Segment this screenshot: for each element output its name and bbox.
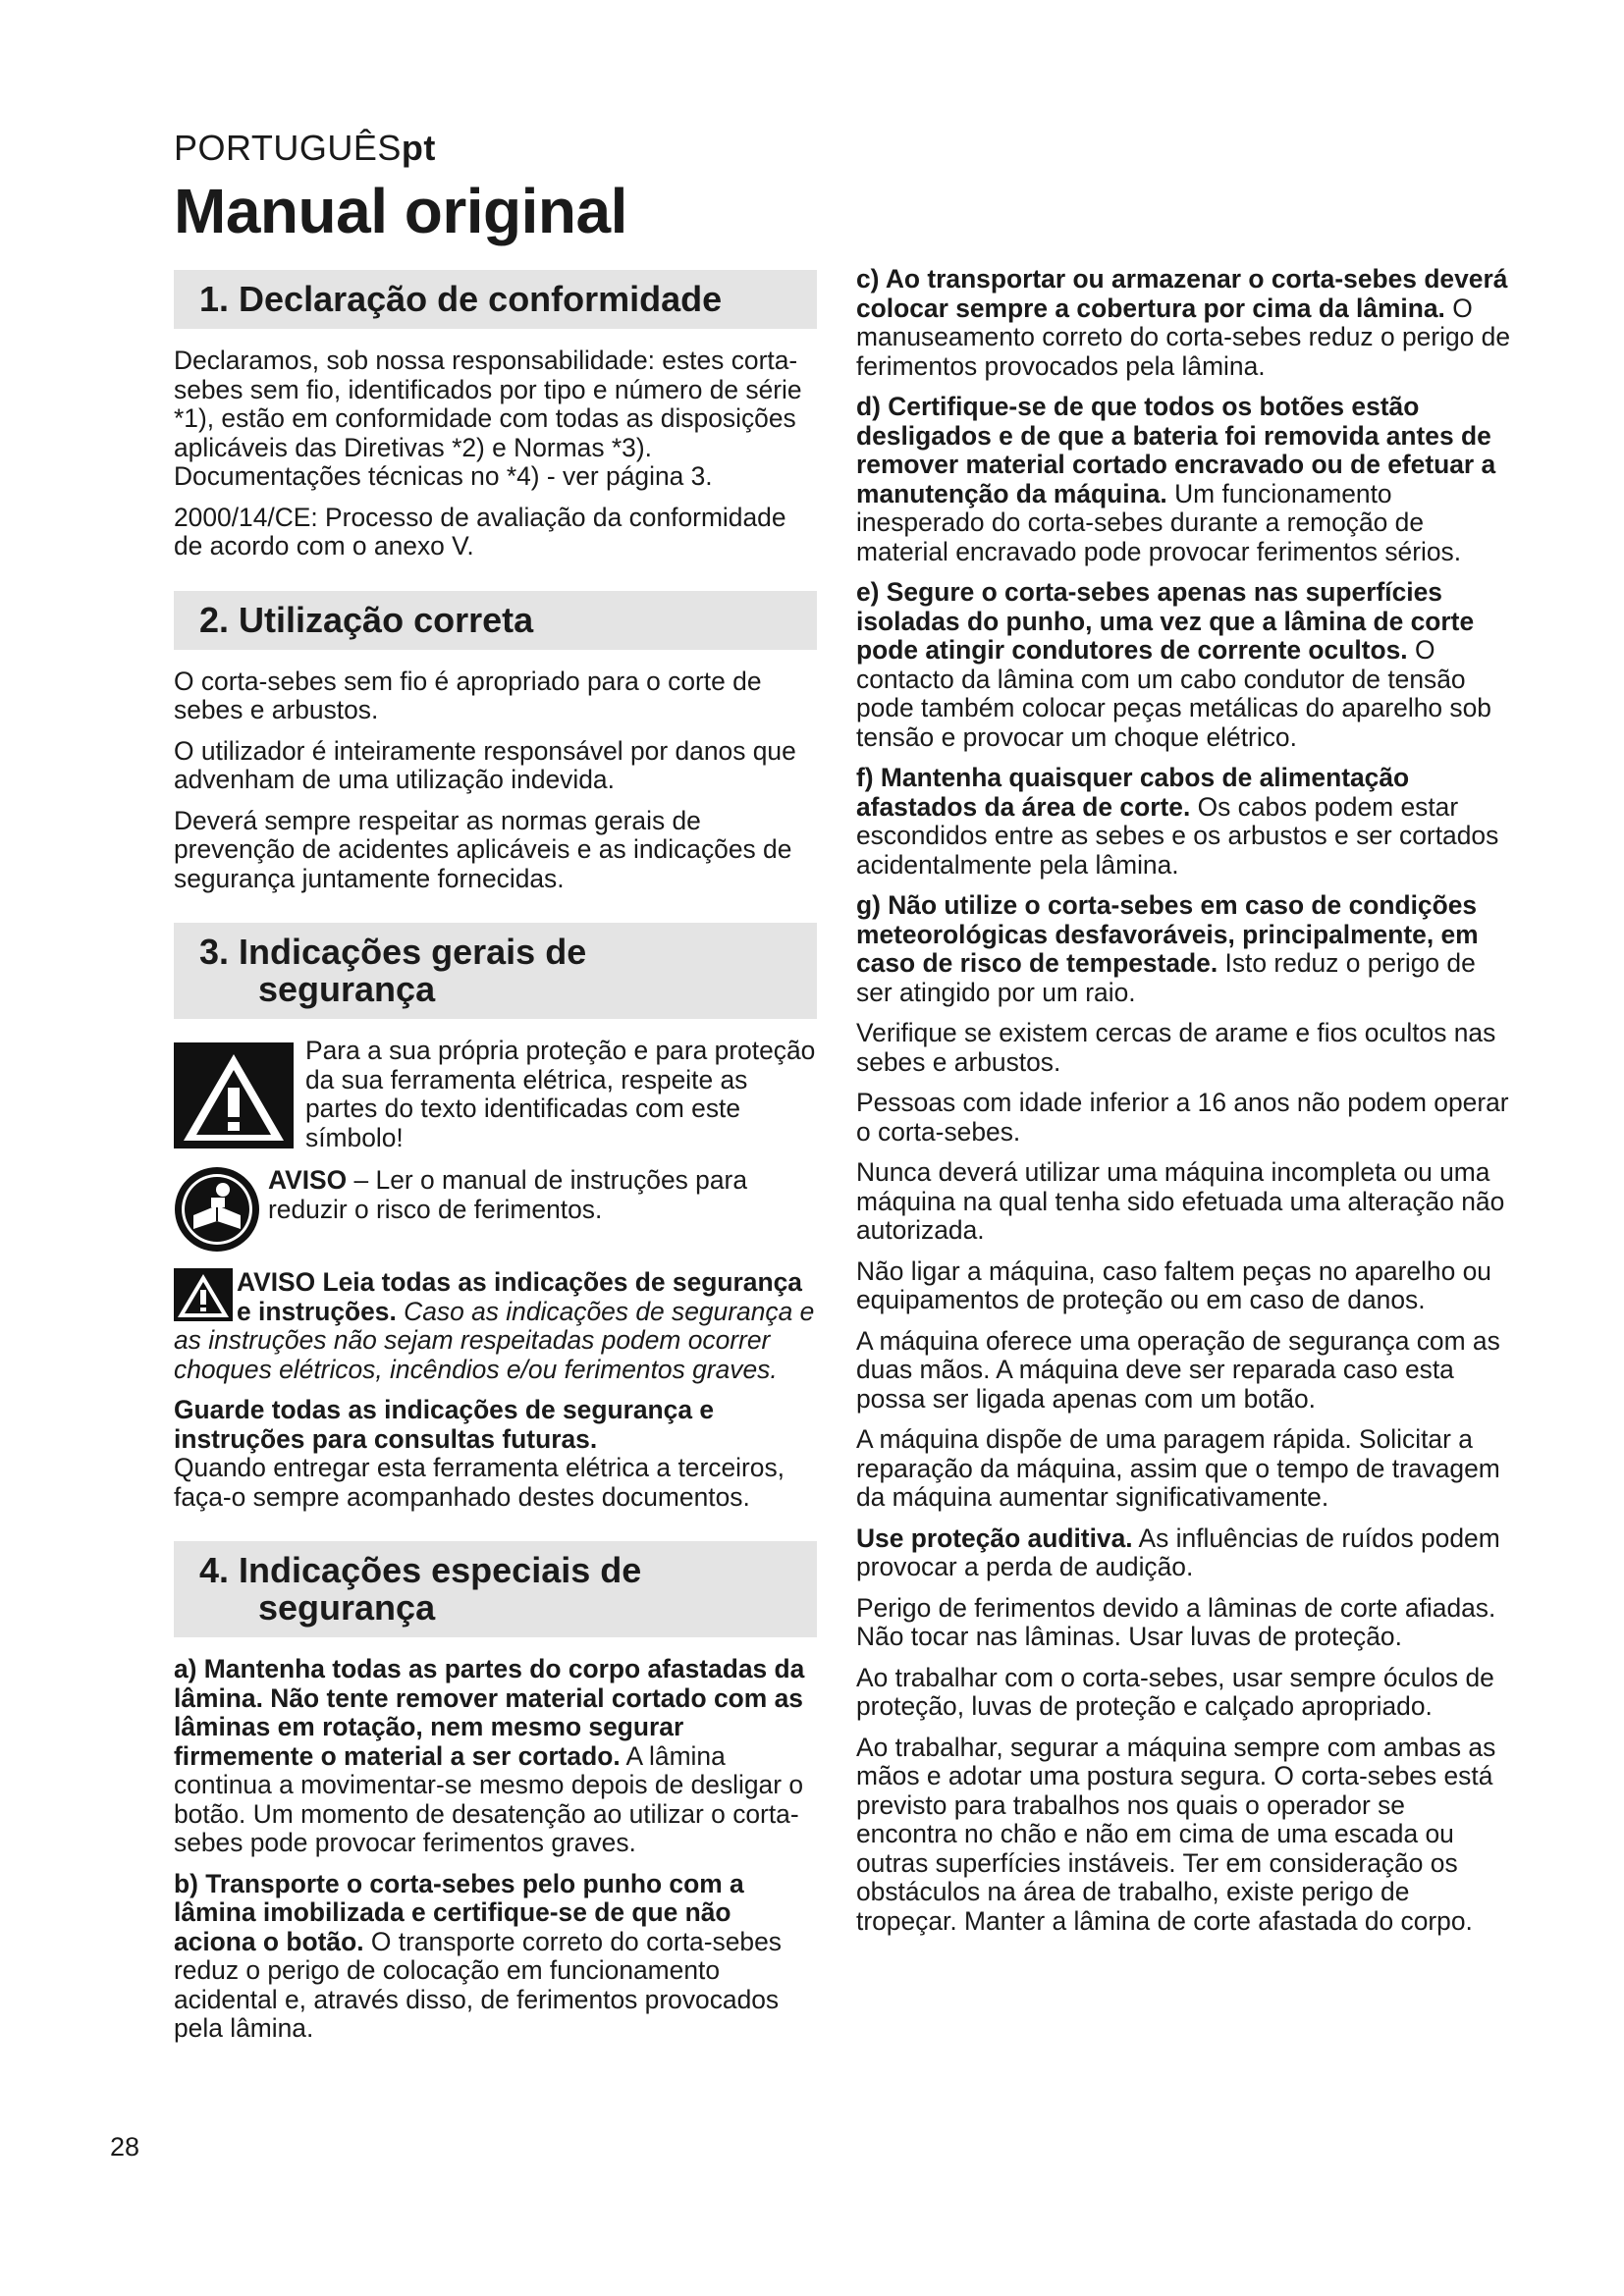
section-heading-special-safety [174,1541,817,1637]
declaration-paragraph: Declaramos, sob nossa responsabilidade: estes corta-sebes sem fio, identificados por tipo e número de série *1), estão em conformidade com todas as disposições aplicáveis das Diretivas *2) e Normas *3). Documentações técnicas no *4) - ver página 3. [174,346,802,491]
paragraph-incomplete: Nunca deverá utilizar uma máquina incompleta ou uma máquina na qual tenha sido efetuada uma alteração não autorizada. [856,1157,1505,1245]
aviso-read-all [174,1268,817,1384]
section-declaration [174,270,817,561]
safety-item-a-text: A lâmina continua a movimentar-se mesmo depois de desligar o botão. Um momento de desatenção ao utilizar o corta-sebes pode provocar ferimentos graves. [174,1740,804,1857]
section-heading-general-safety [174,923,817,1019]
safety-item-c [856,265,1512,381]
page-title: Manual original [174,176,627,246]
right-column [856,265,1512,1948]
heading-text-line1: Indicações gerais de [239,932,587,972]
section-special-safety [174,1541,817,2044]
paragraph-ppe: Ao trabalhar com o corta-sebes, usar sempre óculos de proteção, luvas de proteção e calçado apropriado. [856,1662,1494,1721]
safety-item-f-bold: f) Mantenha quaisquer cabos de alimentação afastados da área de corte. [856,763,1410,822]
symbol-explanation: Para a sua própria proteção e para proteção da sua ferramenta elétrica, respeite as partes do texto identificadas com este símbolo! [305,1036,816,1152]
read-manual-row [174,1166,817,1253]
warning-triangle-small-icon [174,1268,233,1321]
safety-item-g-bold: g) Não utilize o corta-sebes em caso de condições meteorológicas desfavoráveis, principalmente, em caso de risco de tempestade. [856,890,1479,978]
paragraph-missing-parts: Não ligar a máquina, caso faltem peças no aparelho ou equipamentos de proteção ou em caso de danos. [856,1255,1491,1314]
safety-item-e-text: O contacto da lâmina com um cabo condutor de tensão pode também colocar peças metálicas do aparelho sob tensão e provocar um choque elétrico. [856,635,1491,752]
safety-item-c-text: O manuseamento correto do corta-sebes reduz o perigo de ferimentos provocados pela lâmina. [856,293,1511,381]
paragraph-posture: Ao trabalhar, segurar a máquina sempre com ambas as mãos e adotar uma postura segura. O corta-sebes está previsto para trabalhos nos quais o operador se encontra no chão e não em cima de uma escada ou outras superfícies instáveis. Ter em consideração os obstáculos na área de trabalho, existe perigo de tropeçar. Manter a lâmina de corte afastada do corpo. [856,1732,1496,1936]
safety-item-f [856,764,1512,880]
intended-use-p2: O utilizador é inteiramente responsável por danos que advenham de uma utilização indevida. [174,735,796,794]
safety-item-d-bold: d) Certifique-se de que todos os botões estão desligados e de que a bateria foi removida antes de remover material cortado encravado ou de efetuar a manutenção da máquina. [856,392,1496,508]
language-name: PORTUGUÊS [174,128,402,168]
paragraph-blades: Perigo de ferimentos devido a lâminas de corte afiadas. Não tocar nas lâminas. Usar luvas de proteção. [856,1592,1496,1651]
read-manual-text [268,1166,817,1224]
declaration-directive: 2000/14/CE: Processo de avaliação da conformidade de acordo com o anexo V. [174,502,786,561]
aviso-read-all-bold: AVISO Leia todas as indicações de segurança e instruções. [237,1267,802,1326]
aviso-label: AVISO [268,1165,348,1195]
safety-item-d-text: Um funcionamento inesperado do corta-sebes durante a remoção de material encravado pode provocar ferimentos sérios. [856,478,1462,566]
warning-triangle-icon [174,1042,294,1148]
hearing-text: As influências de ruídos podem provocar a perda de audição. [856,1522,1500,1581]
keep-instructions-text: Quando entregar esta ferramenta elétrica a terceiros, faça-o sempre acompanhado destes documentos. [174,1453,785,1512]
safety-item-a [174,1655,817,1858]
safety-item-g-text: Isto reduz o perigo de ser atingido por um raio. [856,948,1476,1007]
paragraph-two-hands: A máquina oferece uma operação de segurança com as duas mãos. A máquina deve ser reparada caso esta possa ser ligada apenas com um botão. [856,1325,1500,1414]
intended-use-p3: Deverá sempre respeitar as normas gerais de prevenção de acidentes aplicáveis e as indicações de segurança juntamente fornecidas. [174,805,792,893]
paragraph-fences: Verifique se existem cercas de arame e fios ocultos nas sebes e arbustos. [856,1018,1496,1077]
safety-item-e-bold: e) Segure o corta-sebes apenas nas superfícies isoladas do punho, uma vez que a lâmina de corte pode atingir condutores de corrente ocultos. [856,577,1475,665]
warning-symbol-row [174,1037,817,1152]
hearing-bold: Use proteção auditiva. [856,1522,1133,1553]
language-label [174,128,436,169]
safety-item-d [856,393,1512,566]
safety-item-b-bold: b) Transporte o corta-sebes pelo punho com a lâmina imobilizada e certifique-se de que não aciona o botão. [174,1868,744,1956]
safety-item-e [856,578,1512,752]
keep-instructions [174,1396,817,1512]
heading-number: 3. [199,932,230,972]
safety-item-a-bold: a) Mantenha todas as partes do corpo afastadas da lâmina. Não tente remover material cortado com as lâminas em rotação, nem mesmo segurar firmemente o material a ser cortado. [174,1654,805,1771]
heading-text-line1: Indicações especiais de [239,1550,642,1590]
left-column [174,270,817,2073]
paragraph-quick-stop: A máquina dispõe de uma paragem rápida. Solicitar a reparação da máquina, assim que o tempo de travagem da máquina aumentar significativamente. [856,1424,1500,1512]
safety-item-b-text: O transporte correto do corta-sebes reduz o perigo de colocação em funcionamento acidental e, através disso, de ferimentos provocados pela lâmina. [174,1926,782,2043]
section-general-safety [174,923,817,1512]
section-heading-intended-use: 2. Utilização correta [174,591,817,650]
section-heading-declaration: 1. Declaração de conformidade [174,270,817,329]
safety-item-f-text: Os cabos podem estar escondidos entre as sebes e os arbustos e ser cortados acidentalmente pela lâmina. [856,791,1499,880]
heading-text-line2: segurança [258,1587,436,1628]
paragraph-age: Pessoas com idade inferior a 16 anos não podem operar o corta-sebes. [856,1088,1509,1147]
aviso-read-all-italic: Caso as indicações de segurança e as instruções não sejam respeitadas podem ocorrer choques elétricos, incêndios e/ou ferimentos graves. [174,1296,815,1384]
safety-item-c-bold: c) Ao transportar ou armazenar o corta-sebes deverá colocar sempre a cobertura por cima da lâmina. [856,264,1508,323]
intended-use-p1: O corta-sebes sem fio é apropriado para o corte de sebes e arbustos. [174,666,762,724]
language-code: pt [401,128,436,168]
safety-item-b [174,1870,817,2044]
aviso-text: – Ler o manual de instruções para reduzir o risco de ferimentos. [268,1165,748,1224]
section-intended-use [174,591,817,894]
page-number: 28 [110,2132,140,2162]
safety-item-g [856,891,1512,1007]
heading-text-line2: segurança [258,969,436,1009]
keep-instructions-bold: Guarde todas as indicações de segurança e instruções para consultas futuras. [174,1395,715,1454]
heading-number: 4. [199,1550,230,1590]
paragraph-hearing [856,1524,1512,1582]
read-manual-icon [174,1166,260,1253]
